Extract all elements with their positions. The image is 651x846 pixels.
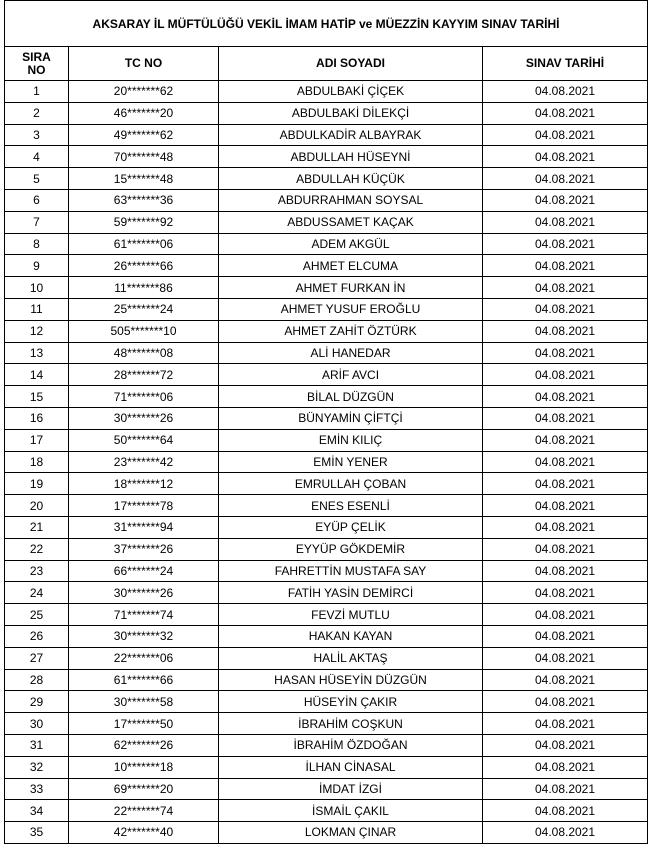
row-exam-date: 04.08.2021 [483,604,648,626]
table-row [5,255,648,277]
row-name: ADEM AKGÜL [219,233,483,255]
title-row [5,1,648,47]
row-name: İMDAT İZGİ [219,778,483,800]
row-name: AHMET ZAHİT ÖZTÜRK [219,320,483,342]
row-exam-date: 04.08.2021 [483,386,648,408]
table-row [5,647,648,669]
row-exam-date: 04.08.2021 [483,364,648,386]
row-number: 4 [5,146,69,168]
row-number: 34 [5,800,69,822]
row-name: HALİL AKTAŞ [219,647,483,669]
row-tc-no: 17*******78 [69,495,219,517]
exam-schedule-sheet [4,0,647,844]
row-name: ABDULBAKİ DİLEKÇİ [219,102,483,124]
row-number: 10 [5,277,69,299]
row-number: 30 [5,713,69,735]
row-tc-no: 69*******20 [69,778,219,800]
row-name: FEVZİ MUTLU [219,604,483,626]
table-row [5,756,648,778]
row-tc-no: 30*******58 [69,691,219,713]
row-name: ABDULKADİR ALBAYRAK [219,124,483,146]
row-name: HÜSEYİN ÇAKIR [219,691,483,713]
row-name: ABDULBAKİ ÇİÇEK [219,81,483,103]
table-row [5,625,648,647]
row-number: 9 [5,255,69,277]
row-exam-date: 04.08.2021 [483,429,648,451]
table-row [5,298,648,320]
table-row [5,211,648,233]
row-tc-no: 17*******50 [69,713,219,735]
row-number: 29 [5,691,69,713]
row-exam-date: 04.08.2021 [483,538,648,560]
table-row [5,168,648,190]
row-number: 26 [5,625,69,647]
row-tc-no: 11*******86 [69,277,219,299]
row-number: 17 [5,429,69,451]
row-number: 2 [5,102,69,124]
row-name: ABDUSSAMET KAÇAK [219,211,483,233]
table-row [5,800,648,822]
row-number: 5 [5,168,69,190]
table-row [5,822,648,844]
row-tc-no: 46*******20 [69,102,219,124]
table-row [5,713,648,735]
header-name: ADI SOYADI [219,47,483,81]
row-exam-date: 04.08.2021 [483,669,648,691]
row-exam-date: 04.08.2021 [483,713,648,735]
exam-schedule-table [4,0,648,844]
row-exam-date: 04.08.2021 [483,516,648,538]
row-name: FAHRETTİN MUSTAFA SAY [219,560,483,582]
row-tc-no: 15*******48 [69,168,219,190]
row-name: ABDULLAH HÜSEYNİ [219,146,483,168]
row-name: EYYÜP GÖKDEMİR [219,538,483,560]
row-exam-date: 04.08.2021 [483,473,648,495]
table-row [5,538,648,560]
row-name: İSMAİL ÇAKIL [219,800,483,822]
row-name: FATİH YASİN DEMİRCİ [219,582,483,604]
row-exam-date: 04.08.2021 [483,124,648,146]
table-row [5,81,648,103]
row-number: 13 [5,342,69,364]
row-name: ABDURRAHMAN SOYSAL [219,189,483,211]
row-tc-no: 61*******66 [69,669,219,691]
row-exam-date: 04.08.2021 [483,407,648,429]
table-row [5,560,648,582]
table-row [5,146,648,168]
row-exam-date: 04.08.2021 [483,734,648,756]
row-exam-date: 04.08.2021 [483,168,648,190]
row-tc-no: 49*******62 [69,124,219,146]
row-number: 27 [5,647,69,669]
row-exam-date: 04.08.2021 [483,277,648,299]
row-name: İBRAHİM ÖZDOĞAN [219,734,483,756]
row-number: 19 [5,473,69,495]
row-tc-no: 59*******92 [69,211,219,233]
row-exam-date: 04.08.2021 [483,582,648,604]
row-exam-date: 04.08.2021 [483,320,648,342]
table-row [5,277,648,299]
table-row [5,429,648,451]
row-name: EYÜP ÇELİK [219,516,483,538]
row-name: EMİN KILIÇ [219,429,483,451]
table-row [5,473,648,495]
row-tc-no: 48*******08 [69,342,219,364]
row-exam-date: 04.08.2021 [483,211,648,233]
row-exam-date: 04.08.2021 [483,800,648,822]
row-tc-no: 71*******06 [69,386,219,408]
row-name: EMRULLAH ÇOBAN [219,473,483,495]
row-exam-date: 04.08.2021 [483,189,648,211]
row-exam-date: 04.08.2021 [483,233,648,255]
row-exam-date: 04.08.2021 [483,146,648,168]
header-sira-no [5,47,69,81]
row-exam-date: 04.08.2021 [483,625,648,647]
row-number: 20 [5,495,69,517]
row-exam-date: 04.08.2021 [483,342,648,364]
row-exam-date: 04.08.2021 [483,756,648,778]
row-number: 3 [5,124,69,146]
row-tc-no: 61*******06 [69,233,219,255]
row-tc-no: 26*******66 [69,255,219,277]
row-number: 28 [5,669,69,691]
table-row [5,778,648,800]
row-exam-date: 04.08.2021 [483,255,648,277]
row-name: ARİF AVCI [219,364,483,386]
row-tc-no: 505*******10 [69,320,219,342]
table-row [5,386,648,408]
table-row [5,320,648,342]
row-exam-date: 04.08.2021 [483,298,648,320]
row-tc-no: 31*******94 [69,516,219,538]
header-row [5,47,648,81]
row-tc-no: 10*******18 [69,756,219,778]
table-row [5,407,648,429]
row-exam-date: 04.08.2021 [483,102,648,124]
row-tc-no: 70*******48 [69,146,219,168]
row-number: 11 [5,298,69,320]
row-name: ABDULLAH KÜÇÜK [219,168,483,190]
row-name: LOKMAN ÇINAR [219,822,483,844]
header-tc-no: TC NO [69,47,219,81]
row-tc-no: 50*******64 [69,429,219,451]
row-number: 35 [5,822,69,844]
row-exam-date: 04.08.2021 [483,647,648,669]
row-tc-no: 18*******12 [69,473,219,495]
table-row [5,124,648,146]
row-number: 16 [5,407,69,429]
row-exam-date: 04.08.2021 [483,778,648,800]
table-row [5,734,648,756]
row-tc-no: 30*******26 [69,582,219,604]
row-name: HASAN HÜSEYİN DÜZGÜN [219,669,483,691]
table-row [5,102,648,124]
row-tc-no: 37*******26 [69,538,219,560]
row-number: 22 [5,538,69,560]
table-row [5,604,648,626]
row-tc-no: 66*******24 [69,560,219,582]
table-row [5,342,648,364]
row-number: 32 [5,756,69,778]
row-exam-date: 04.08.2021 [483,691,648,713]
row-exam-date: 04.08.2021 [483,81,648,103]
row-name: BÜNYAMİN ÇİFTÇİ [219,407,483,429]
table-row [5,189,648,211]
row-number: 7 [5,211,69,233]
row-number: 14 [5,364,69,386]
row-exam-date: 04.08.2021 [483,495,648,517]
table-row [5,233,648,255]
row-name: ENES ESENLİ [219,495,483,517]
row-number: 12 [5,320,69,342]
table-row [5,364,648,386]
row-number: 18 [5,451,69,473]
row-number: 24 [5,582,69,604]
row-tc-no: 30*******32 [69,625,219,647]
row-number: 21 [5,516,69,538]
row-tc-no: 22*******74 [69,800,219,822]
row-number: 6 [5,189,69,211]
table-row [5,495,648,517]
row-name: İLHAN CİNASAL [219,756,483,778]
row-tc-no: 20*******62 [69,81,219,103]
row-name: HAKAN KAYAN [219,625,483,647]
row-name: İBRAHİM COŞKUN [219,713,483,735]
row-name: EMİN YENER [219,451,483,473]
row-exam-date: 04.08.2021 [483,560,648,582]
row-tc-no: 25*******24 [69,298,219,320]
header-sira-line1: SIRA [22,49,51,64]
row-tc-no: 23*******42 [69,451,219,473]
table-row [5,516,648,538]
row-number: 31 [5,734,69,756]
row-name: AHMET ELCUMA [219,255,483,277]
table-row [5,582,648,604]
table-row [5,691,648,713]
row-name: AHMET FURKAN İN [219,277,483,299]
row-exam-date: 04.08.2021 [483,451,648,473]
header-exam-date: SINAV TARİHİ [483,47,648,81]
row-name: AHMET YUSUF EROĞLU [219,298,483,320]
row-tc-no: 30*******26 [69,407,219,429]
row-number: 23 [5,560,69,582]
row-exam-date: 04.08.2021 [483,822,648,844]
table-row [5,669,648,691]
table-row [5,451,648,473]
row-name: ALİ HANEDAR [219,342,483,364]
row-tc-no: 71*******74 [69,604,219,626]
row-tc-no: 22*******06 [69,647,219,669]
row-number: 25 [5,604,69,626]
document-title: AKSARAY İL MÜFTÜLÜĞÜ VEKİL İMAM HATİP ve MÜEZZİN KAYYIM SINAV TARİHİ [5,1,648,47]
row-tc-no: 42*******40 [69,822,219,844]
row-tc-no: 28*******72 [69,364,219,386]
header-sira-line2: NO [27,62,46,77]
row-tc-no: 62*******26 [69,734,219,756]
row-name: BİLAL DÜZGÜN [219,386,483,408]
row-number: 33 [5,778,69,800]
row-number: 1 [5,81,69,103]
row-number: 8 [5,233,69,255]
row-number: 15 [5,386,69,408]
row-tc-no: 63*******36 [69,189,219,211]
